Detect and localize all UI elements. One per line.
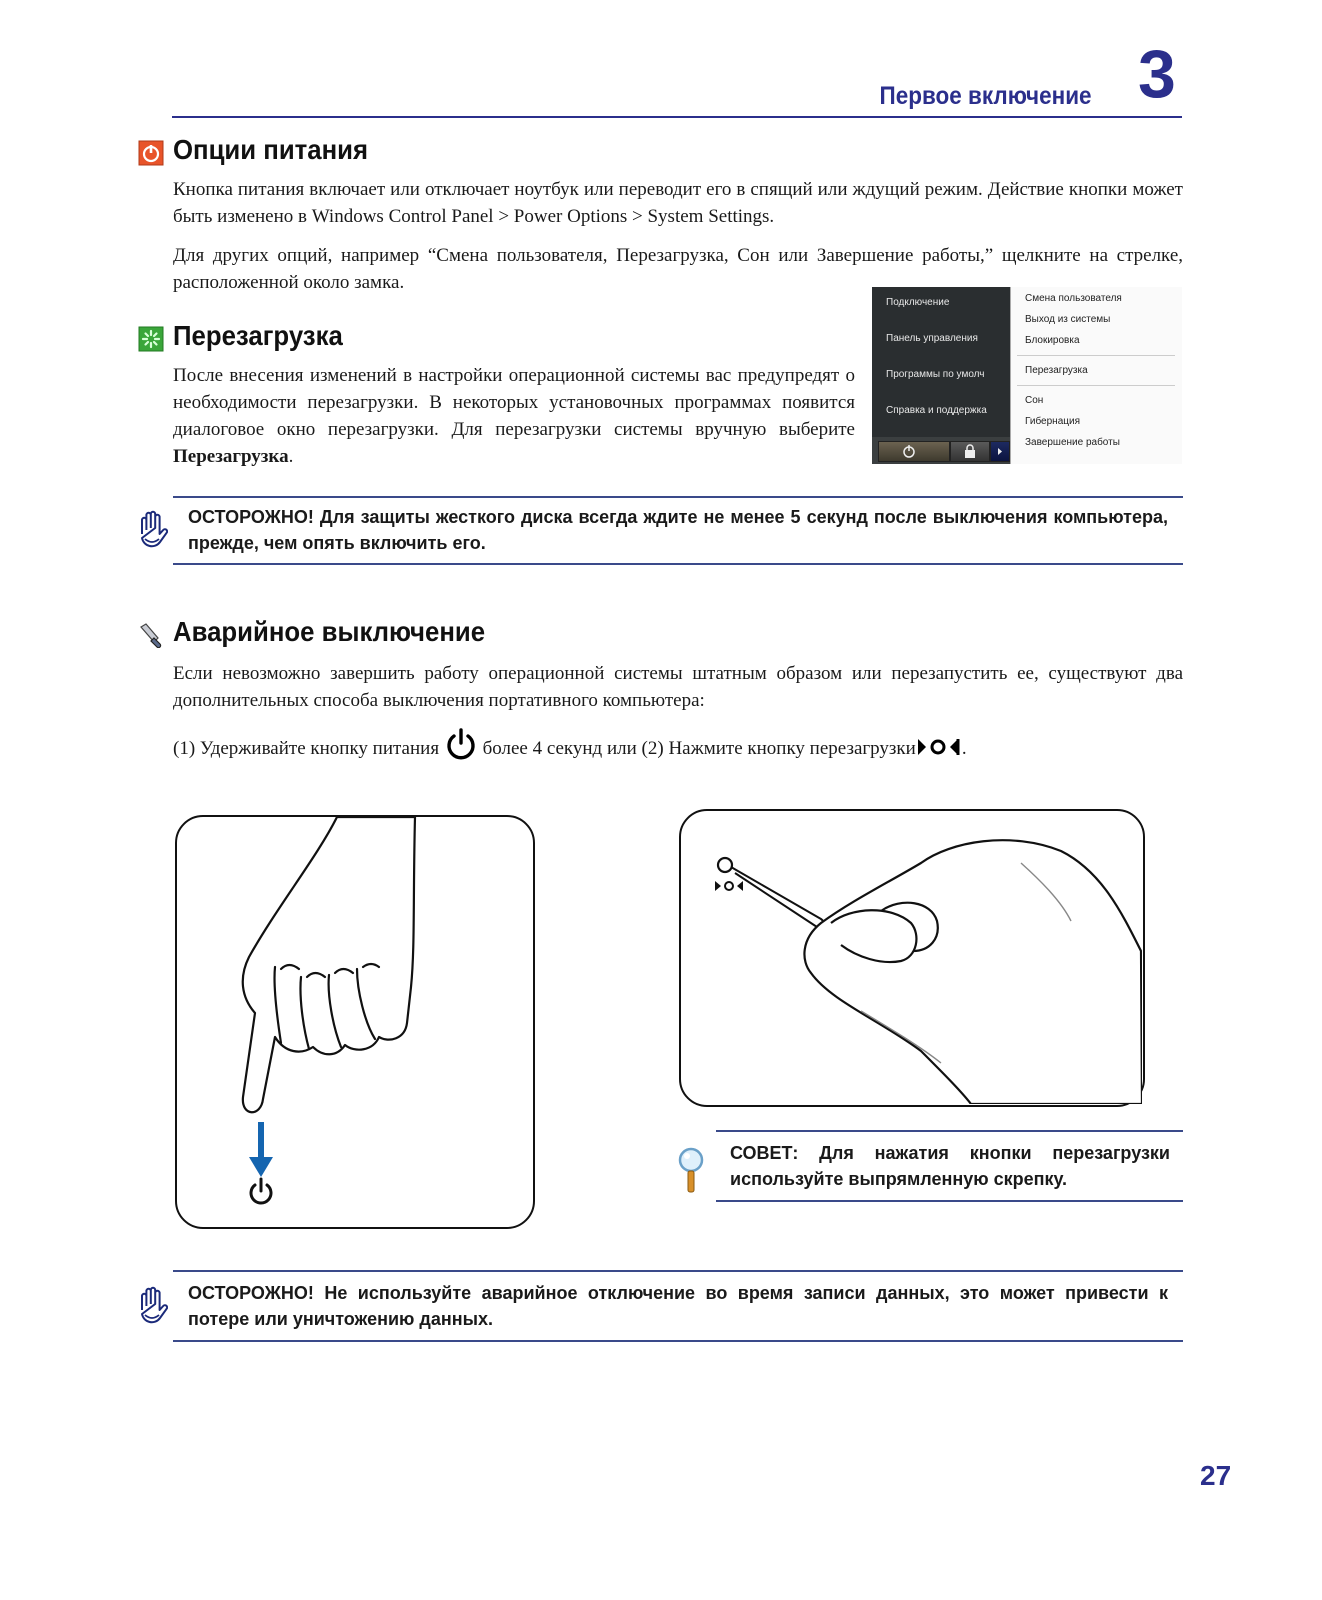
illustration-power-press — [175, 815, 535, 1229]
section-title-power-options: Опции питания — [173, 134, 369, 165]
restart-paragraph: После внесения изменений в настройки операционной системы вас предупредят о необходимости перезагрузки. В некоторых установочных программах появится диалоговое окно перезагрузки. Для перезагрузки системы вручную выберите Перезагрузка. — [173, 365, 855, 467]
warning-rule-top — [173, 496, 1183, 498]
section-title-restart: Перезагрузка — [173, 320, 343, 351]
warning-rule-bottom — [173, 563, 1183, 565]
power-icon — [138, 140, 164, 166]
section-title-emergency: Аварийное выключение — [173, 616, 486, 647]
menu-divider — [1017, 355, 1175, 356]
menu-left-item[interactable]: Подключение — [886, 297, 950, 308]
menu-right-item[interactable]: Перезагрузка — [1025, 365, 1088, 376]
power-symbol-icon — [251, 1179, 271, 1203]
start-menu-screenshot — [872, 287, 1182, 464]
chapter-title: Первое включение — [879, 82, 1092, 110]
menu-right-item[interactable]: Гибернация — [1025, 416, 1080, 427]
power-button-icon — [444, 728, 478, 762]
tip-rule-top — [716, 1130, 1183, 1132]
shutdown-button[interactable] — [878, 441, 950, 462]
shutdown-bar — [872, 437, 1010, 464]
tool-icon — [138, 622, 164, 648]
tip-rule-bottom — [716, 1200, 1183, 1202]
restart-bold-term: Перезагрузка — [173, 446, 289, 467]
illustration-reset-press — [679, 809, 1145, 1107]
emergency-paragraph: Если невозможно завершить работу операционной системы штатным образом или перезапустить ее, существуют два дополнительных способа выключения портативного компьютера: — [173, 663, 1183, 711]
emergency-steps: (1) Удерживайте кнопку питания более 4 секунд или (2) Нажмите кнопку перезагрузки . — [173, 728, 1213, 762]
header-rule — [172, 116, 1182, 118]
reset-button-icon — [916, 736, 962, 758]
hand-icon — [136, 1286, 168, 1328]
arrow-button[interactable] — [990, 441, 1010, 462]
lock-button[interactable] — [950, 441, 990, 462]
menu-right-item[interactable]: Смена пользователя — [1025, 293, 1122, 304]
page-number: 27 — [1200, 1460, 1232, 1491]
power-small-icon — [879, 442, 949, 461]
menu-right-item[interactable]: Блокировка — [1025, 335, 1080, 346]
menu-left-item[interactable]: Справка и поддержка — [886, 405, 987, 416]
restart-icon — [138, 326, 164, 352]
tip-text: СОВЕТ: Для нажатия кнопки перезагрузки используйте выпрямленную скрепку. — [730, 1143, 1170, 1189]
menu-left-item[interactable]: Панель управления — [886, 333, 978, 344]
power-options-paragraph-2: Для других опций, например “Смена пользователя, Перезагрузка, Сон или Завершение работы,” щелкните на стрелке, расположенной около замка. — [173, 245, 1183, 293]
menu-right-item[interactable]: Сон — [1025, 395, 1044, 406]
chapter-number: 3 — [1138, 36, 1176, 112]
menu-divider — [1017, 385, 1175, 386]
warning-text-2: ОСТОРОЖНО! Не используйте аварийное отключение во время записи данных, это может привести к потере или уничтожению данных. — [188, 1283, 1168, 1329]
menu-right-item[interactable]: Выход из системы — [1025, 314, 1111, 325]
warning-text-1: ОСТОРОЖНО! Для защиты жесткого диска всегда ждите не менее 5 секунд после выключения компьютера, прежде, чем опять включить его. — [188, 507, 1168, 553]
warning2-rule-bottom — [173, 1340, 1183, 1342]
menu-left-item[interactable]: Программы по умолч — [886, 369, 985, 380]
paperclip-illustration — [681, 811, 1142, 1104]
lock-icon — [951, 442, 989, 461]
menu-right-item[interactable]: Завершение работы — [1025, 437, 1120, 448]
hand-pressing-illustration — [177, 817, 532, 1226]
warning2-rule-top — [173, 1270, 1183, 1272]
hand-icon — [136, 510, 168, 552]
power-options-paragraph-1: Кнопка питания включает или отключает ноутбук или переводит его в спящий или ждущий режим. Действие кнопки может быть изменено в Windows Control Panel > Power Options > System Settings. — [173, 179, 1183, 227]
chevron-right-icon — [991, 442, 1009, 461]
magnifier-icon — [676, 1146, 706, 1194]
